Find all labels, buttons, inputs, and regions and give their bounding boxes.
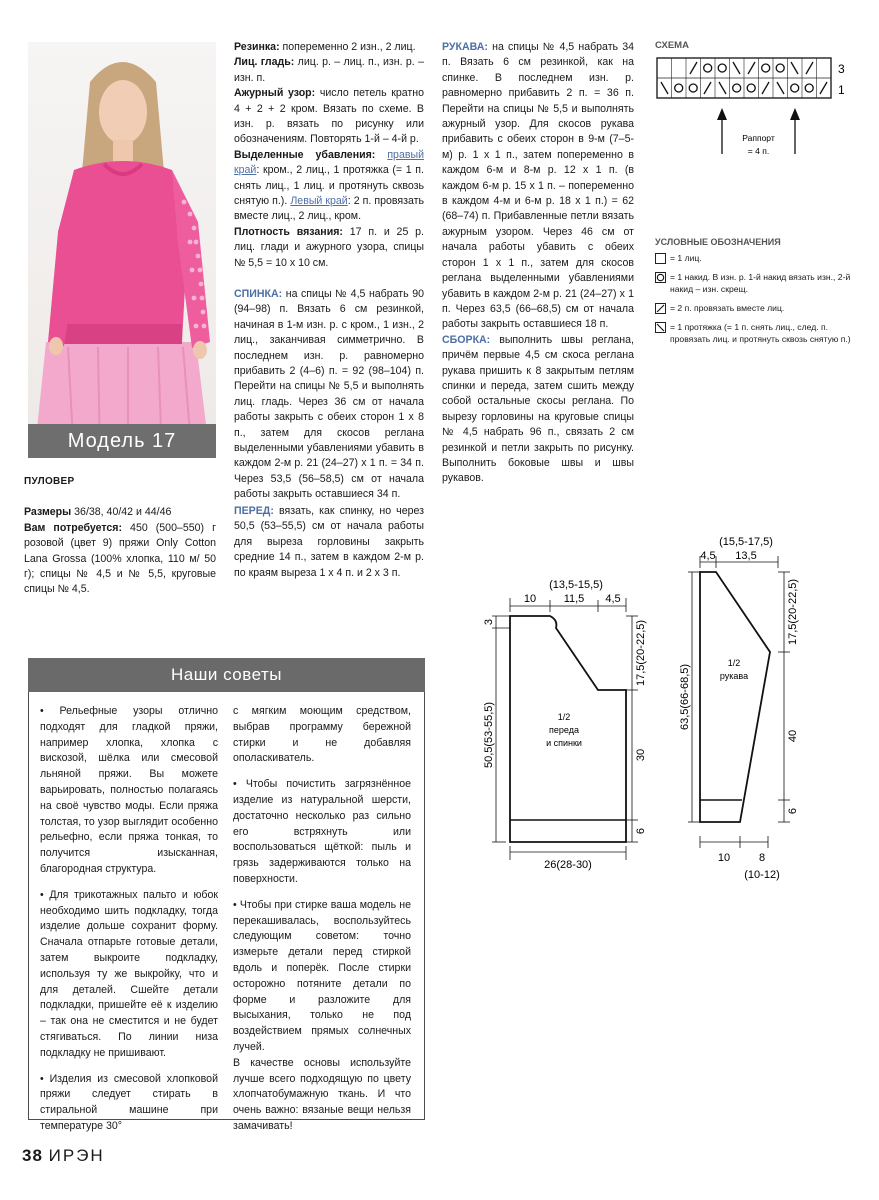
- decrease-right-label: правый край: [234, 148, 424, 177]
- materials-label: Вам потребуется:: [24, 521, 122, 534]
- body-dim-top-mid: 11,5: [563, 593, 585, 605]
- assembly-label: СБОРКА:: [442, 333, 491, 346]
- knit-stitch-icon: [655, 253, 666, 264]
- body-dim-right-top: 17,5(20-22,5): [635, 619, 647, 687]
- body-label-3: и спинки: [546, 738, 582, 748]
- sleeve-dim-top-right: 13,5: [735, 550, 757, 562]
- legend-text: = 1 лиц.: [670, 253, 702, 263]
- patterns-block: [234, 40, 424, 271]
- ssk-icon: [655, 322, 666, 333]
- model-photo: [28, 42, 216, 458]
- page-number: 38: [22, 1146, 43, 1165]
- intro-block: [24, 474, 216, 598]
- front-label: ПЕРЕД:: [234, 505, 274, 517]
- legend-item: [655, 252, 855, 264]
- knitting-chart: [654, 54, 854, 166]
- sleeve-dim-left-total: 63,5(66-68,5): [679, 663, 691, 731]
- stockinette-label: Лиц. гладь:: [234, 56, 295, 69]
- tip-paragraph: В качестве основы используйте лучше всего подходящую по цвету хлопчатобумажную ткань. И что очень важно: вязаные вещи нельзя замачивать!: [233, 1056, 411, 1132]
- back-label: СПИНКА:: [234, 288, 283, 300]
- tip-paragraph: • Рельефные узоры отлично подходят для гладкой пряжи, например хлопка, хлопка с вискозой, шёлка или смесовой льняной пряжи. Вы можете варьировать, полностью полагаясь на своё чувство моды. Если пряжа толстая, то узор выглядит особенно рельефно, если пряжа тонкая, то получится изысканная, благородная структура.: [40, 705, 218, 875]
- back-text: на спицы № 4,5 набрать 90 (94–98) п. Вязать 6 см резинкой, начиная в 1-м изн. р. с кром., 1 изн., 2 лиц., заканчивая симметрично. В последнем изн. р. равномерно прибавить 2 (4–6) п. = 92 (98–104) п. Перейти на спицы № 5,5 и выполнять лиц. гладь. Через 36 см от начала работы закрыть с обеих сторон 1 х 8 п., затем для скосов реглана выделенными убавлениями убавить в каждом 2-м р. 21 (24–27) х 1 п. = 34 п. Через 53,5 (56–58,5) см от начала работы закрыть оставшиеся 34 п.: [234, 288, 424, 501]
- decrease-label: Выделенные убавления:: [234, 148, 376, 161]
- sleeves-text: на спицы № 4,5 набрать 34 п. Вязать 6 см резинкой, как на спинке. В последнем изн. р. равномерно прибавить 2 п. = 36 п. Перейти на спицы № 5,5 и выполнять ажурный узор. Для скосов рукава прибавить с обеих сторон в 9-м (7–5-м) р. 1 х 1 п., затем попеременно в каждом 6-м и 8-м р. 12 х 1 п. (в каждом 6-м р. 15 х 1 п. – попеременно в каждом 4-м и 6-м р. 18 х 1 п.) = 62 (68–74) п. Прибавленные петли вязать ажурным узором. Через 46 см от начала работы убавить с обеих сторон 1 х 1 п., затем для скосов реглана выделенными убавлениями убавить в каждом 2-м р. 21 (24–27) х 1 п. Через 63,5 (66–68,5) см от начала работы закрыть оставшиеся 18 п.: [442, 41, 634, 331]
- back-block: [234, 287, 424, 503]
- sleeve-schematic: [678, 530, 858, 890]
- publication-name: ИРЭН: [48, 1146, 105, 1165]
- gauge-label: Плотность вязания:: [234, 225, 343, 238]
- lace-text: число петель кратно 4 + 2 + 2 кром. Вязать по схеме. В изн. р. вязать по рисунку или обозначениям. Повторять 1-й – 4-й р.: [234, 87, 424, 146]
- yarn-over-icon: [655, 272, 666, 283]
- tip-paragraph: • Для трикотажных пальто и юбок необходимо шить подкладку, тогда изделие дольше сохранит форму. Сначала отпарьте готовые детали, затем выкроите подкладку, используя ту же выкройку, что и для деталей. Сшейте детали подкладки, пришейте её к изделию – так она не сместится и не будет стягиваться. По линии низа подкладку не пришивают.: [40, 888, 218, 1059]
- body-dim-left-small: 3: [483, 618, 495, 626]
- legend: [655, 237, 855, 352]
- body-dim-top-right: 4,5: [605, 593, 621, 605]
- tip-paragraph: • Изделия из смесовой хлопковой пряжи следует стирать в стиральной машине при температуре 30°: [40, 1072, 218, 1132]
- body-label-2: переда: [549, 725, 579, 735]
- sleeve-label-1: 1/2: [727, 658, 741, 668]
- stockinette-text: лиц. р. – лиц. п., изн. р. – изн. п.: [234, 56, 424, 84]
- sleeve-dim-right-top: 17,5(20-22,5): [787, 578, 799, 646]
- k2tog-icon: [655, 303, 666, 314]
- sizes-value: 36/38, 40/42 и 44/46: [74, 506, 172, 519]
- legend-item: [655, 302, 855, 314]
- decrease-left-label: Левый край: [290, 195, 348, 208]
- front-text: вязать, как спинку, но через 50,5 (53–55,5) см от начала работы для выреза горловины закрыть средние 14 п., затем в каждом 2-м р. по краям выреза 1 х 4 п. и 2 х 3 п.: [234, 505, 424, 579]
- tips-column-2: [233, 704, 411, 1145]
- item-title: ПУЛОВЕР: [24, 476, 75, 487]
- body-dim-right-bottom: 6: [635, 827, 647, 835]
- legend-text: = 1 протяжка (= 1 п. снять лиц., след. п. провязать лиц. и протянуть сквозь снятую п.): [670, 322, 851, 344]
- model-photo-illustration: [28, 42, 216, 458]
- page-footer: [22, 1146, 105, 1166]
- sleeve-dim-right-bottom: 6: [787, 807, 799, 815]
- legend-title: УСЛОВНЫЕ ОБОЗНАЧЕНИЯ: [655, 237, 781, 247]
- body-dim-top-left: 10: [523, 593, 537, 605]
- body-dim-bottom: 26(28-30): [544, 859, 592, 871]
- sleeves-block: [442, 40, 634, 487]
- sleeve-label-2: рукава: [719, 671, 749, 681]
- body-label-1: 1/2: [557, 712, 571, 722]
- sleeve-dim-bottom-right: 8: [758, 852, 766, 864]
- tip-paragraph: с мягким моющим средством, выбрав программу бережной стирки и не добавляя ополаскиватель.: [233, 705, 411, 765]
- chart-row-1: 1: [838, 83, 845, 97]
- tips-column-1: [40, 704, 218, 1145]
- lace-label: Ажурный узор:: [234, 87, 316, 100]
- legend-item: [655, 271, 855, 295]
- tips-title: Наши советы: [28, 658, 425, 692]
- legend-item: [655, 321, 855, 345]
- sleeves-label: РУКАВА:: [442, 41, 488, 53]
- tip-paragraph: • Чтобы почистить загрязнённое изделие из натуральной шерсти, достаточно несколько раз сильно его встряхнуть или воспользоваться щёткой: пыль и грязь задерживаются только на поверхности.: [233, 778, 411, 885]
- sizes-label: Размеры: [24, 506, 72, 519]
- sleeve-dim-top-total: (15,5-17,5): [719, 536, 773, 548]
- sleeve-dim-top-left: 4,5: [700, 550, 716, 562]
- assembly-text: выполнить швы реглана, причём первые 4,5 см скоса реглана рукава пришить к 8 закрытым петлям спинки и переда, затем сшить между собой остальные скосы реглана. По вырезу горловины на круговые спицы № 4,5 набрать 96 п., связать 2 см резинкой и петли закрыть по рисунку. Выполнить боковые швы и швы рукавов.: [442, 333, 634, 485]
- front-block: [234, 504, 424, 581]
- rib-text: попеременно 2 изн., 2 лиц.: [282, 41, 416, 53]
- body-dim-left-total: 50,5(53-55,5): [483, 701, 495, 769]
- sleeve-dim-bottom-left: 10: [717, 852, 731, 864]
- tip-paragraph: • Чтобы при стирке ваша модель не перекашивалась, воспользуйтесь следующим советом: точно измерьте детали перед стиркой вдоль и поперёк. После стирки осторожно потяните детали по форме и разложите для высыхания, только не под воздействием прямых солнечных лучей.: [233, 898, 411, 1053]
- scheme-title: СХЕМА: [655, 40, 689, 51]
- chart-row-3: 3: [838, 62, 845, 76]
- repeat-label: Раппорт: [742, 133, 775, 143]
- legend-text: = 1 накид. В изн. р. 1-й накид вязать изн., 2-й накид – изн. скрещ.: [670, 272, 851, 294]
- decrease-left-text: : 2 п. провязать вместе лиц., 2 лиц., кром.: [234, 195, 424, 223]
- legend-text: = 2 п. провязать вместе лиц.: [670, 303, 785, 313]
- body-schematic: [470, 570, 670, 890]
- decrease-right-text: : кром., 2 лиц., 1 протяжка (= 1 п. снять лиц., 1 лиц. и протянуть сквозь снятую п.).: [234, 164, 424, 208]
- gauge-text: 17 п. и 25 р. лиц. глади и ажурного узора, спицы № 5,5 = 10 х 10 см.: [234, 225, 424, 269]
- sleeve-dim-right-mid: 40: [787, 729, 799, 743]
- body-dim-top-total: (13,5-15,5): [549, 579, 603, 591]
- body-dim-right-mid: 30: [635, 748, 647, 762]
- photo-caption: Модель 17: [28, 424, 216, 458]
- rib-label: Резинка:: [234, 41, 280, 53]
- repeat-value: = 4 п.: [747, 146, 770, 156]
- sleeve-dim-bottom-right-sub: (10-12): [744, 869, 780, 881]
- materials-value: 450 (500–550) г розовой (цвет 9) пряжи Only Cotton Lana Grossa (100% хлопка, 110 м/ 50 г); спицы № 4,5 и № 5,5, круговые спицы № 4,5.: [24, 521, 216, 596]
